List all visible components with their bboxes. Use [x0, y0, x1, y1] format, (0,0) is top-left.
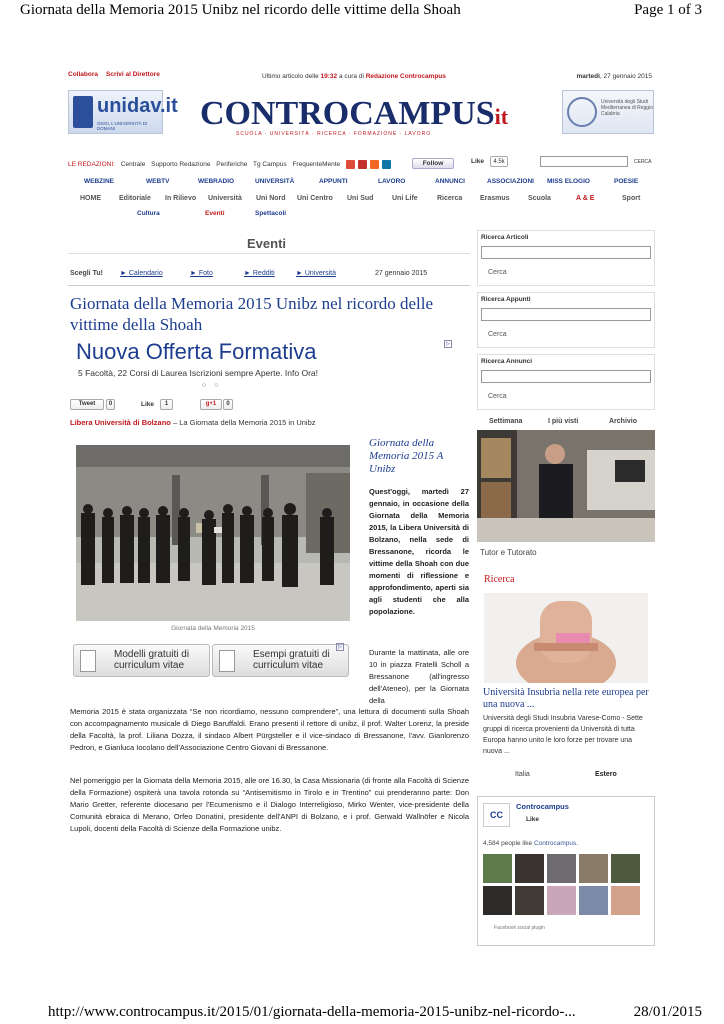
nav-webradio[interactable]: WEBRADIO: [198, 178, 235, 185]
fb-plugin-label: Facebook social plugin: [494, 925, 545, 931]
unidav-icon: [73, 96, 93, 128]
fb-like-button[interactable]: Like: [526, 816, 540, 823]
insubria-excerpt: Università degli Studi Insubria Varese-Como - Sette gruppi di ricerca provenienti da Università di tutta Europa hanno unito le loro forze per trovare una nuova ...: [483, 715, 643, 755]
ad-cv-examples[interactable]: Esempi gratuiti di curriculum vitae: [212, 644, 349, 677]
nav-scuola[interactable]: Scuola: [528, 195, 551, 202]
document-icon: [80, 650, 96, 672]
section-date: 27 gennaio 2015: [375, 270, 428, 277]
tutor-photo[interactable]: [477, 430, 655, 542]
photo-caption: Giornata della Memoria 2015: [171, 625, 255, 632]
collabora-link[interactable]: Collabora: [68, 71, 98, 78]
tab-redditi[interactable]: ► Redditi: [244, 270, 275, 277]
article-title: Giornata della Memoria 2015 Unibz nel ricordo delle vittime della Shoah: [70, 294, 434, 334]
search-annunci-box: Ricerca Annunci Cerca: [477, 354, 655, 410]
google-plus-icon[interactable]: [346, 160, 355, 169]
logo-tagline: SCUOLA · UNIVERSITÀ · RICERCA · FORMAZIONE · LAVORO: [236, 131, 432, 137]
nav-uni-centro[interactable]: Uni Centro: [297, 195, 333, 202]
insubria-headline[interactable]: Università Insubria nella rete europea per una nuova ...: [483, 687, 649, 710]
unidav-banner[interactable]: unidav.it OGGI, L'UNIVERSITÀ DI DOMANI: [68, 90, 163, 134]
search-articoli-input[interactable]: [481, 246, 651, 259]
nav-annunci[interactable]: ANNUNCI: [435, 178, 465, 185]
print-title: Giornata della Memoria 2015 Unibz nel ricordo delle vittime della Shoah: [20, 2, 461, 18]
fb-page-name[interactable]: Controcampus: [516, 802, 569, 811]
redazione-supporto[interactable]: Supporto Redazione: [151, 161, 211, 169]
google-plus-count: 0: [223, 399, 233, 410]
fan-avatar[interactable]: [579, 854, 608, 883]
scrivi-direttore-link[interactable]: Scrivi al Direttore: [106, 71, 160, 78]
article-like-count: 1: [160, 399, 173, 410]
fan-avatar[interactable]: [547, 854, 576, 883]
fan-avatar[interactable]: [611, 854, 640, 883]
last-article-author-link[interactable]: Redazione Controcampus: [365, 73, 446, 80]
google-plus-button[interactable]: g+1: [200, 399, 222, 410]
redazione-tgcampus[interactable]: Tg Campus: [253, 161, 287, 169]
article-paragraph: Memoria 2015 è stata organizzata “Se non ricordiamo, nessuno comprendere”, una lettura di documenti sulla Shoah con accompagnamento musicale di Diego Baruffaldi. Erano presenti il rettore di unibz, il prof. Walter Lorenz, la preside della Facoltà, la prof. Liliana Dozza, il sindaco Albert Pürgsteller e il vice-sindaco di Bressanone, l'avv. Gianlorenzo Pedron, e Gianluca Iocolano dell'Associazione Centro Giovani di Bressanone.: [70, 707, 469, 752]
fan-avatar[interactable]: [483, 886, 512, 915]
nav-erasmus[interactable]: Erasmus: [480, 195, 510, 202]
article-side-title: Giornata della Memoria 2015 A Unibz: [369, 437, 444, 475]
divider: [68, 253, 470, 254]
search-annunci-button[interactable]: Cerca: [488, 393, 507, 400]
fan-avatar[interactable]: [515, 854, 544, 883]
nav-a-e[interactable]: A & E: [576, 195, 595, 202]
article-lead: Quest'oggi, martedì 27 gennaio, in occasione della Giornata della Memoria 2015, la Libera Università di Bolzano, nella sede di Bressanone, ricorda le vittime della Shoah con due momenti di riflessione e approfondimento, aperti sia agli studenti che alla popolazione.: [369, 487, 469, 616]
fb-like-count: 4,584 people like Controcampus.: [483, 840, 579, 847]
youtube-icon[interactable]: [358, 160, 367, 169]
nav-in-rilievo[interactable]: In Rilievo: [165, 195, 197, 202]
tweet-button[interactable]: Tweet: [70, 399, 104, 410]
scegli-tu-label: Scegli Tu!: [70, 270, 103, 277]
search-input[interactable]: [540, 156, 628, 167]
tab-universita[interactable]: ► Università: [296, 270, 336, 277]
nav-universita-2[interactable]: Università: [208, 195, 242, 202]
nav-uni-life[interactable]: Uni Life: [392, 195, 418, 202]
ricerca-heading: Ricerca: [484, 574, 515, 585]
nav-sport[interactable]: Sport: [622, 195, 641, 202]
nav-uni-sud[interactable]: Uni Sud: [347, 195, 374, 202]
redazioni-bar: LE REDAZIONI: Centrale Supporto Redazione Periferiche Tg Campus FrequenteMente: [68, 160, 394, 169]
nav-appunti[interactable]: APPUNTI: [319, 178, 348, 185]
ricerca-photo[interactable]: [484, 593, 648, 683]
nav-spettacoli[interactable]: Spettacoli: [255, 210, 287, 217]
tab-italia[interactable]: Italia: [515, 771, 530, 778]
search-appunti-box: Ricerca Appunti Cerca: [477, 292, 655, 348]
mediterranea-banner[interactable]: Università degli Studi Mediterranea di Reggio Calabria: [562, 90, 654, 134]
ad-pager-dots[interactable]: ○ ○: [202, 382, 222, 389]
last-article-info: Ultimo articolo delle 19:32 a cura di Redazione Controcampus: [262, 73, 446, 80]
tab-foto[interactable]: ► Foto: [190, 270, 213, 277]
search-appunti-input[interactable]: [481, 308, 651, 321]
controcampus-logo[interactable]: CONTROCAMPUSit: [200, 95, 509, 132]
source-org-link[interactable]: Libera Università di Bolzano: [70, 418, 171, 427]
print-page-number: Page 1 of 3: [634, 2, 702, 18]
divider: [68, 285, 470, 286]
section-title: Eventi: [247, 236, 287, 251]
nav-uni-nord[interactable]: Uni Nord: [256, 195, 286, 202]
linkedin-icon[interactable]: [382, 160, 391, 169]
redazione-periferiche[interactable]: Periferiche: [216, 161, 248, 169]
fan-avatar[interactable]: [515, 886, 544, 915]
controcampus-fb-avatar[interactable]: CC: [483, 803, 510, 827]
nav-eventi[interactable]: Eventi: [205, 210, 225, 217]
twitter-follow-button[interactable]: Follow: [412, 158, 454, 169]
ad-subtitle[interactable]: 5 Facoltà, 22 Corsi di Laurea Iscrizioni sempre Aperte. Info Ora!: [78, 368, 319, 378]
nav-miss-elogio[interactable]: MISS ELOGIO: [547, 178, 590, 185]
nav-lavoro[interactable]: LAVORO: [378, 178, 406, 185]
search-articoli-box: Ricerca Articoli Cerca: [477, 230, 655, 286]
tweet-count: 0: [106, 399, 115, 410]
fan-avatar[interactable]: [483, 854, 512, 883]
fan-avatar[interactable]: [611, 886, 640, 915]
nav-poesie[interactable]: POESIE: [614, 178, 639, 185]
article-source: Libera Università di Bolzano – La Giornata della Memoria 2015 in Unibz: [70, 418, 316, 427]
ad-headline[interactable]: Nuova Offerta Formativa: [76, 339, 317, 364]
tab-archivio[interactable]: Archivio: [609, 418, 638, 425]
print-date: 28/01/2015: [633, 1004, 702, 1020]
fan-avatar[interactable]: [579, 886, 608, 915]
search-articoli-button[interactable]: Cerca: [488, 269, 507, 276]
nav-webzine[interactable]: WEBZINE: [84, 178, 114, 185]
header-date: martedì, 27 gennaio 2015: [576, 73, 652, 80]
rss-icon[interactable]: [370, 160, 379, 169]
tutor-caption[interactable]: Tutor e Tutorato: [480, 548, 537, 557]
ad-cv-models[interactable]: Modelli gratuiti di curriculum vitae: [73, 644, 210, 677]
article-like-button[interactable]: Like: [141, 401, 155, 408]
facebook-like-count: 4.5k: [490, 156, 508, 167]
search-appunti-button[interactable]: Cerca: [488, 331, 507, 338]
university-seal-icon: [567, 97, 597, 127]
tab-piu-visti[interactable]: I più visti: [548, 418, 579, 425]
search-button[interactable]: CERCA: [634, 159, 652, 165]
nav-associazioni[interactable]: ASSOCIAZIONI: [487, 178, 534, 185]
adchoices-icon[interactable]: ▷: [336, 643, 344, 651]
article-paragraph: Durante la mattinata, alle ore 10 in piazza Fratelli Scholl a Bressanone (all'ingresso dell'Ateneo), per la Giornata della: [369, 648, 469, 705]
tab-estero[interactable]: Estero: [595, 771, 617, 778]
nav-cultura[interactable]: Cultura: [137, 210, 160, 217]
nav-universita[interactable]: UNIVERSITÀ: [255, 178, 295, 185]
document-icon: [219, 650, 235, 672]
redazione-centrale[interactable]: Centrale: [120, 161, 146, 169]
nav-home[interactable]: HOME: [80, 195, 101, 202]
nav-ricerca[interactable]: Ricerca: [437, 195, 463, 202]
adchoices-icon[interactable]: ▷: [444, 340, 452, 348]
tab-settimana[interactable]: Settimana: [489, 418, 523, 425]
redazione-frequentemente[interactable]: FrequenteMente: [292, 161, 341, 169]
article-photo: [76, 445, 350, 621]
nav-editoriale[interactable]: Editoriale: [119, 195, 151, 202]
fan-avatar[interactable]: [547, 886, 576, 915]
print-url: http://www.controcampus.it/2015/01/giornata-della-memoria-2015-unibz-nel-ricordo-...: [48, 1004, 576, 1020]
search-annunci-input[interactable]: [481, 370, 651, 383]
tab-calendario[interactable]: ► Calendario: [120, 270, 163, 277]
nav-webtv[interactable]: WEBTV: [146, 178, 170, 185]
facebook-like-button[interactable]: Like: [471, 158, 485, 165]
article-paragraph: Nel pomeriggio per la Giornata della Memoria 2015, alle ore 16.30, la Casa Missionaria (di fronte alla Facoltà di Scienze della Formazione) ospiterà una tavola rotonda su “Antisemitismo in Tirolo e in Trentino” cui prenderanno parte: Don Mario Gretter, referente diocesano per l'Ecumenismo e il Dialogo Interreligioso, Mirko Wenter, vice-presidente della Comunità ebraica di Merano, Orfeo Donatini, presidente dell'ANPI di Bolzano, e i prof. Gerwald Wallnöfer e Nicola Lupoli, docenti della Facoltà di Scienze della Formazione unibz.: [70, 776, 469, 833]
